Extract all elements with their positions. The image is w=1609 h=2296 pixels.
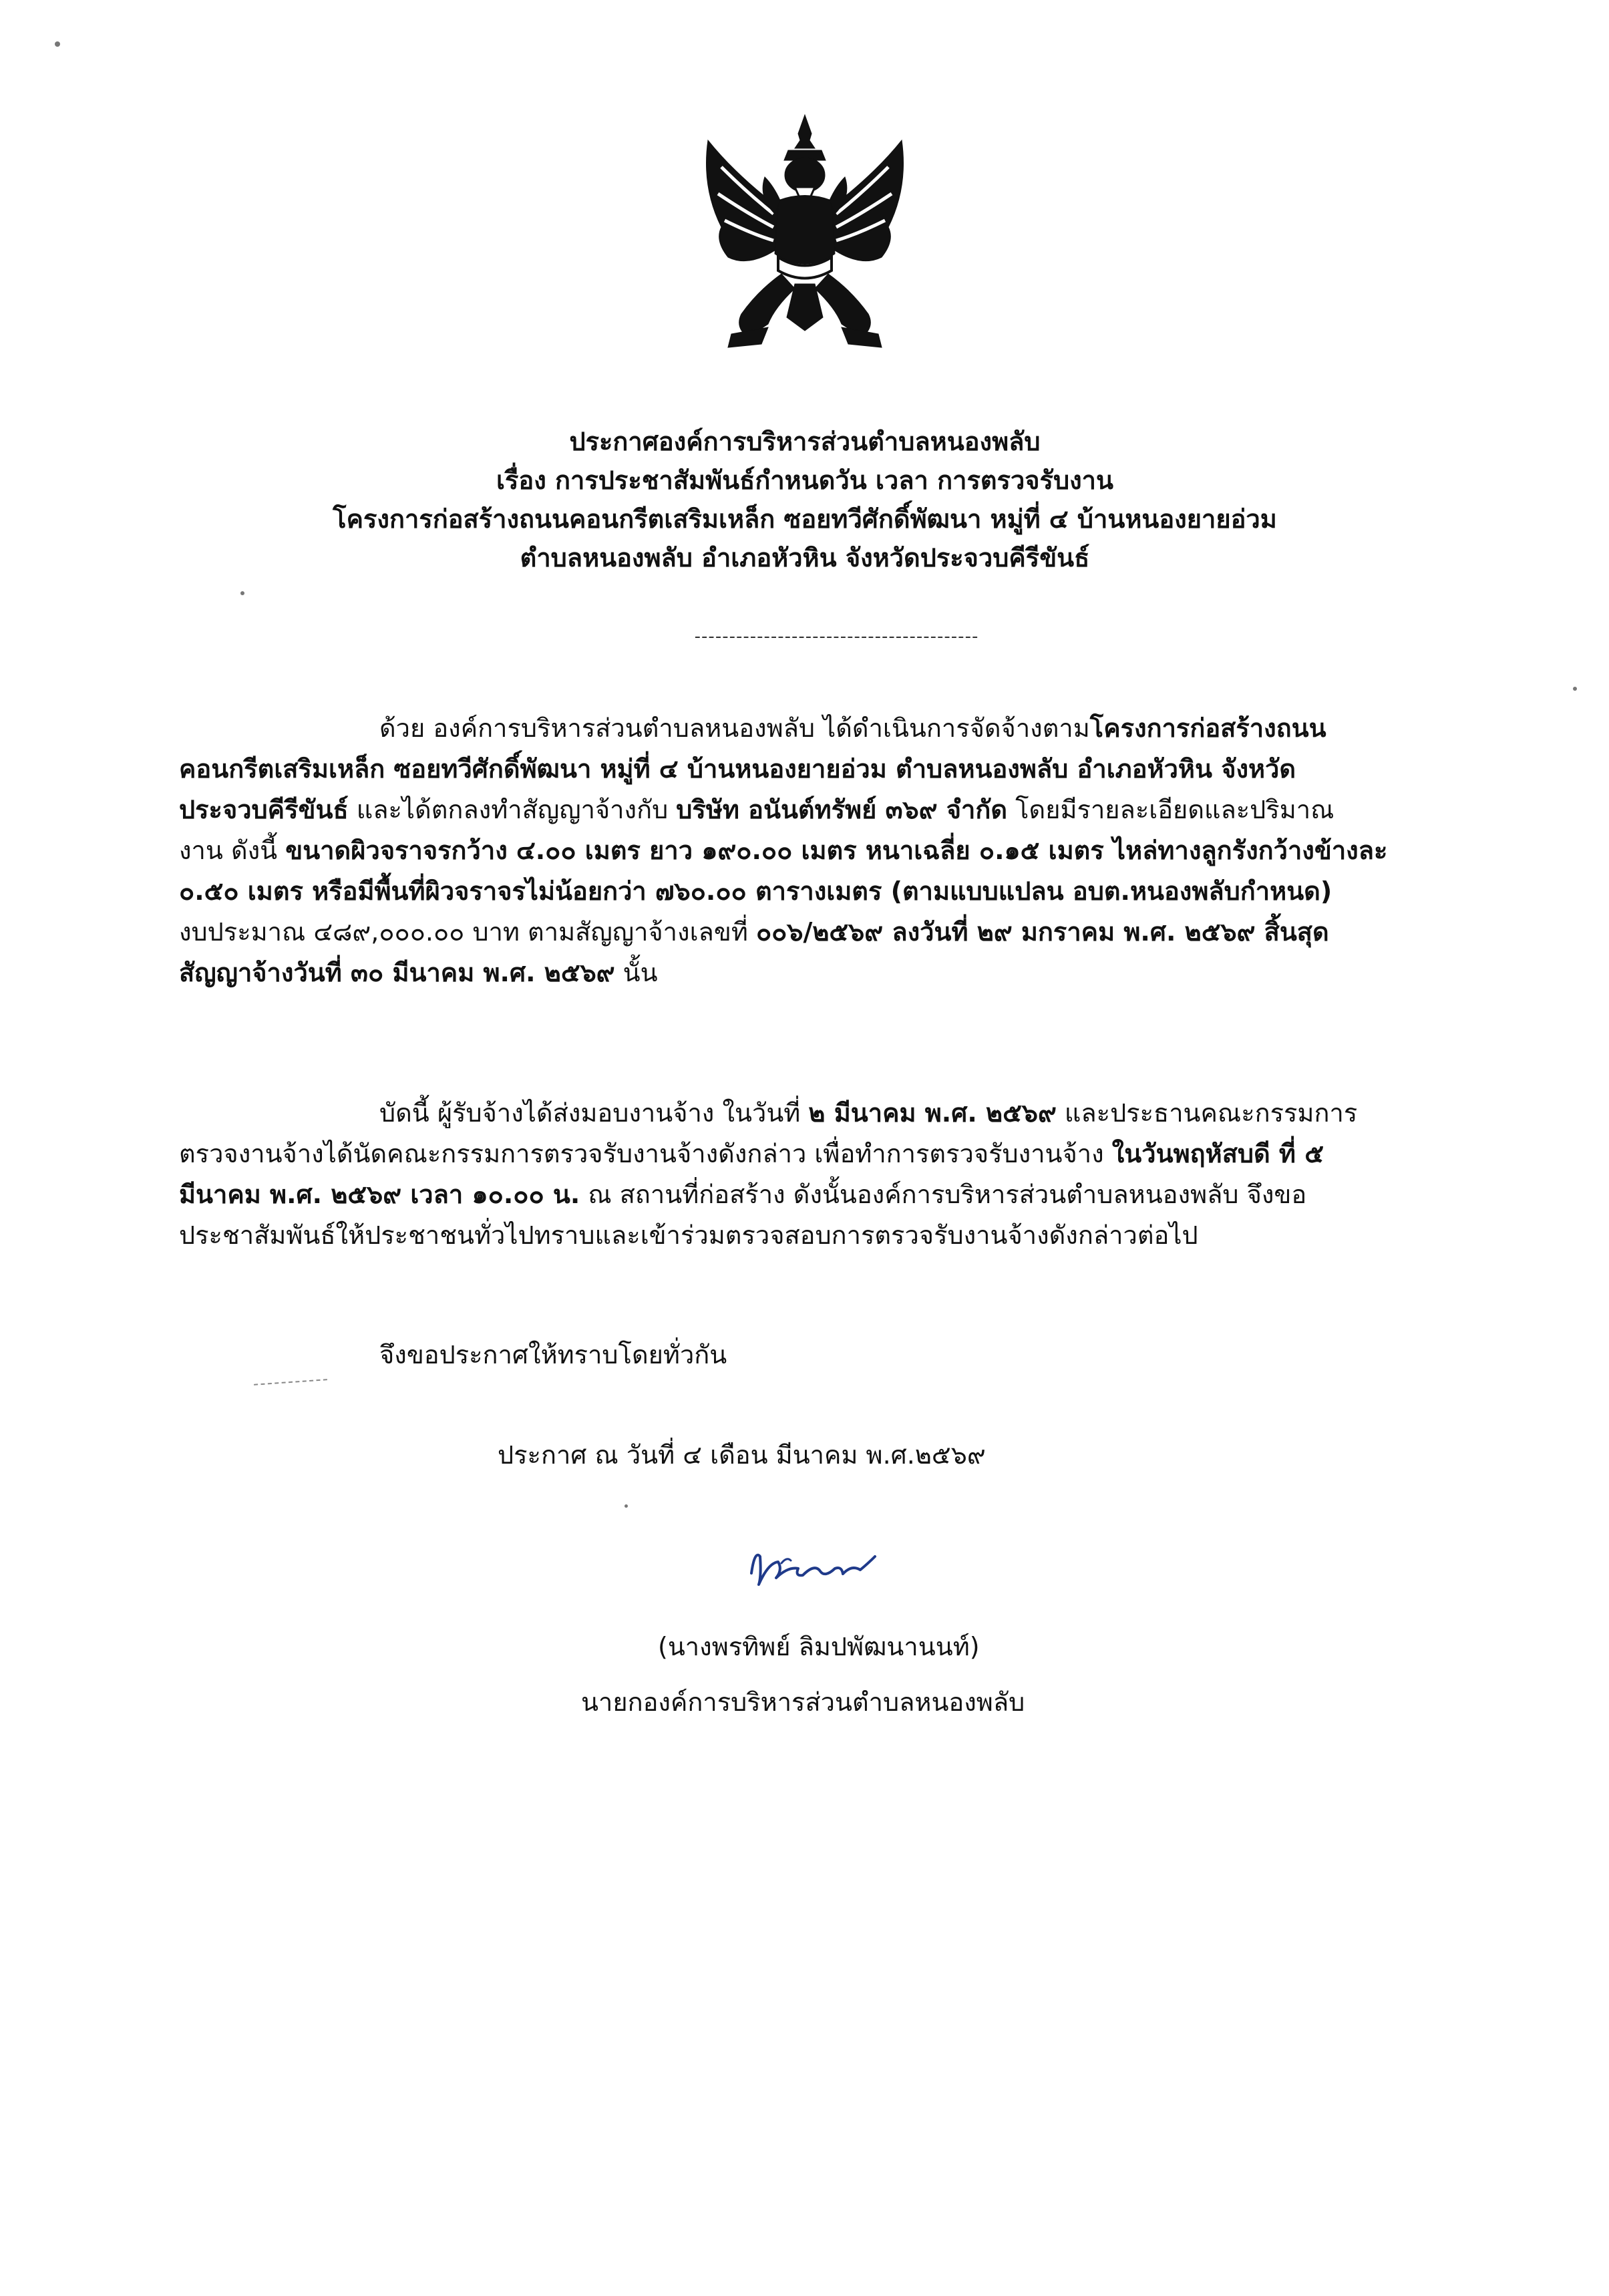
paragraph1-line-7: สัญญาจ้างวันที่ ๓๐ มีนาคม พ.ศ. ๒๕๖๙ นั้น: [179, 958, 658, 987]
signer-name: (นางพรทิพย์ ลิมปพัฒนานนท์): [658, 1632, 980, 1661]
paragraph1-line-1: ด้วย องค์การบริหารส่วนตำบลหนองพลับ ได้ดำเนินการจัดจ้างตามโครงการก่อสร้างถนน: [379, 713, 1326, 743]
scan-speck: [240, 591, 244, 595]
heading-location-line: ตำบลหนองพลับ อำเภอหัวหิน จังหวัดประจวบคีรีขันธ์: [520, 543, 1090, 572]
heading-divider: -----------------------------------------: [694, 627, 979, 647]
heading-subject-line: เรื่อง การประชาสัมพันธ์กำหนดวัน เวลา การตรวจรับงาน: [496, 466, 1113, 495]
heading-line-1: ประกาศองค์การบริหารส่วนตำบลหนองพลับ: [569, 427, 1041, 456]
paragraph2-line-3: มีนาคม พ.ศ. ๒๕๖๙ เวลา ๑๐.๐๐ น. ณ สถานที่ก่อสร้าง ดังนั้นองค์การบริหารส่วนตำบลหนองพลับ จึงขอ: [179, 1180, 1307, 1209]
scan-speck: [624, 1504, 628, 1508]
scan-speck: [1573, 687, 1577, 691]
paragraph1-line-6: งบประมาณ ๔๘๙,๐๐๐.๐๐ บาท ตามสัญญาจ้างเลขที่ ๐๐๖/๒๕๖๙ ลงวันที่ ๒๙ มกราคม พ.ศ. ๒๕๖๙ สิ้นสุด: [179, 917, 1329, 947]
paragraph1-line-2: คอนกรีตเสริมเหล็ก ซอยทวีศักดิ์พัฒนา หมู่ที่ ๔ บ้านหนองยายอ่วม ตำบลหนองพลับ อำเภอหัวหิน จังหวัด: [179, 754, 1296, 784]
closing-notice: จึงขอประกาศให้ทราบโดยทั่วกัน: [379, 1340, 727, 1369]
paragraph1-line-5: ๐.๕๐ เมตร หรือมีพื้นที่ผิวจราจรไม่น้อยกว่า ๗๖๐.๐๐ ตารางเมตร (ตามแบบแปลน อบต.หนองพลับกำหนด): [179, 876, 1332, 906]
handwritten-signature: [741, 1536, 882, 1597]
paragraph2-line-2: ตรวจงานจ้างได้นัดคณะกรรมการตรวจรับงานจ้างดังกล่าว เพื่อทำการตรวจรับงานจ้าง ในวันพฤหัสบดี ที่ ๕: [179, 1139, 1324, 1168]
paragraph2-line-4: ประชาสัมพันธ์ให้ประชาชนทั่วไปทราบและเข้าร่วมตรวจสอบการตรวจรับงานจ้างดังกล่าวต่อไป: [179, 1220, 1198, 1250]
garuda-emblem-icon: [695, 114, 915, 354]
paragraph1-line-3: ประจวบคีรีขันธ์ และได้ตกลงทำสัญญาจ้างกับ บริษัท อนันต์ทรัพย์ ๓๖๙ จำกัด โดยมีรายละเอียดและปริมาณ: [179, 795, 1334, 824]
scan-mark: [254, 1379, 327, 1385]
announcement-date: ประกาศ ณ วันที่ ๔ เดือน มีนาคม พ.ศ.๒๕๖๙: [498, 1440, 986, 1470]
scan-speck: [55, 41, 60, 47]
heading-project-line: โครงการก่อสร้างถนนคอนกรีตเสริมเหล็ก ซอยทวีศักดิ์พัฒนา หมู่ที่ ๔ บ้านหนองยายอ่วม: [333, 504, 1277, 534]
paragraph-inspection-schedule: [179, 1093, 1498, 1256]
paragraph2-line-1: บัดนี้ ผู้รับจ้างได้ส่งมอบงานจ้าง ในวันที่ ๒ มีนาคม พ.ศ. ๒๕๖๙ และประธานคณะกรรมการ: [379, 1098, 1358, 1128]
paragraph1-line-4: งาน ดังนี้ ขนาดผิวจราจรกว้าง ๔.๐๐ เมตร ยาว ๑๙๐.๐๐ เมตร หนาเฉลี่ย ๐.๑๕ เมตร ไหล่ทางลูกรังกว้างข้างละ: [179, 836, 1388, 865]
announcement-heading: [200, 422, 1409, 577]
paragraph-project-details: [179, 708, 1498, 993]
signer-title: นายกองค์การบริหารส่วนตำบลหนองพลับ: [581, 1687, 1025, 1717]
